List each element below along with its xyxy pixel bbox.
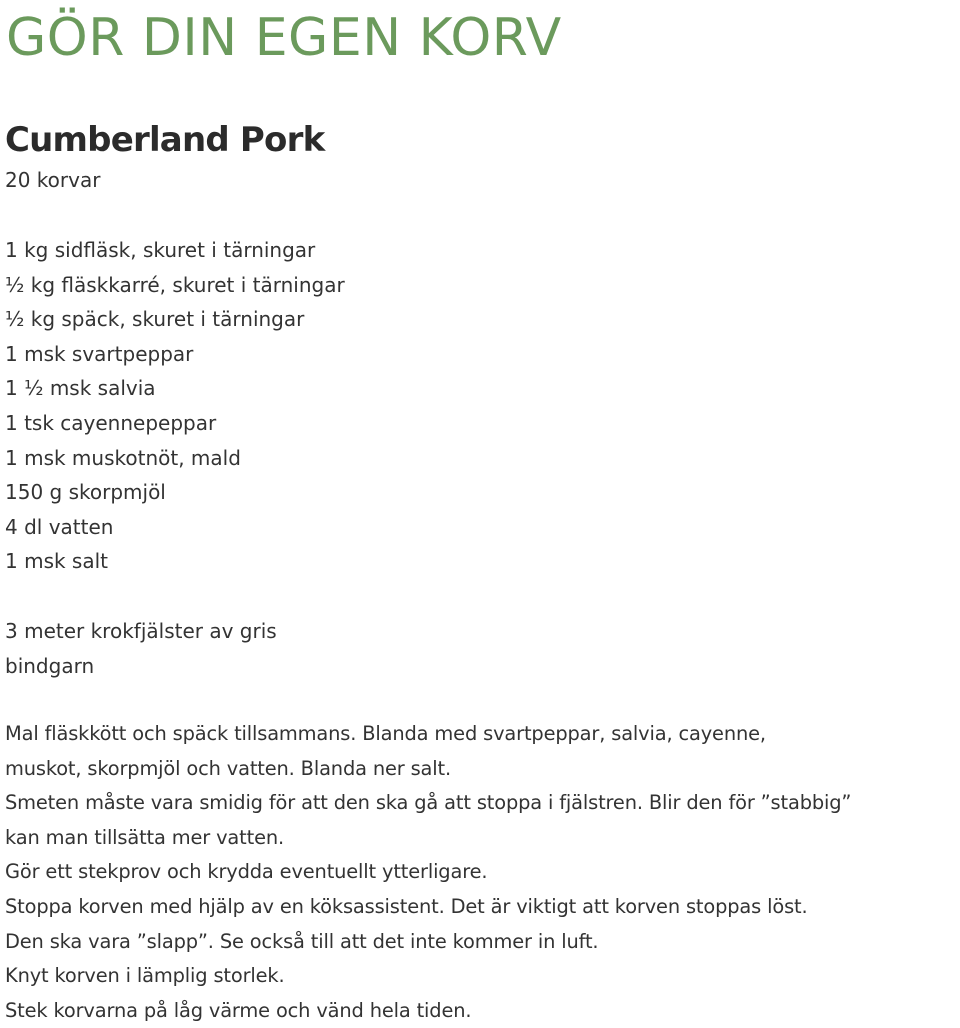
recipe-yield: 20 korvar — [5, 168, 101, 192]
ingredient-item: ½ kg späck, skuret i tärningar — [5, 307, 305, 332]
ingredient-item: 1 tsk cayennepeppar — [5, 410, 217, 435]
instruction-line: Stek korvarna på låg värme och vänd hela tiden. — [5, 998, 472, 1022]
ingredient-item: 1 msk salt — [5, 549, 108, 574]
instruction-line: Den ska vara ”slapp”. Se också till att det inte kommer in luft. — [5, 929, 599, 953]
instruction-lines — [5, 717, 851, 1028]
ingredient-item: 1 msk svartpeppar — [5, 341, 194, 366]
banner-title: GÖR DIN EGEN KORV — [6, 8, 562, 68]
ingredient-item: 150 g skorpmjöl — [5, 480, 166, 505]
equipment-item: bindgarn — [5, 653, 95, 678]
equipment-list — [5, 614, 277, 683]
equipment-item: 3 meter krokfjälster av gris — [5, 619, 277, 643]
instruction-line: kan man tillsätta mer vatten. — [5, 825, 285, 849]
instruction-line: Gör ett stekprov och krydda eventuellt ytterligare. — [5, 860, 488, 884]
ingredient-list — [5, 233, 345, 579]
ingredient-item: ½ kg fläskkarré, skuret i tärningar — [5, 272, 345, 297]
recipe-title: Cumberland Pork — [5, 120, 325, 160]
ingredient-item: 1 kg sidfläsk, skuret i tärningar — [5, 238, 316, 262]
instruction-line: Mal fläskkött och späck tillsammans. Blanda med svartpeppar, salvia, cayenne, — [5, 722, 766, 745]
instruction-line: muskot, skorpmjöl och vatten. Blanda ner salt. — [5, 756, 451, 780]
instruction-line: Knyt korven i lämplig storlek. — [5, 964, 285, 988]
ingredient-item: 1 msk muskotnöt, mald — [5, 445, 241, 470]
ingredient-item: 4 dl vatten — [5, 514, 114, 539]
instruction-line: Stoppa korven med hjälp av en köksassistent. Det är viktigt att korven stoppas löst. — [5, 894, 808, 918]
ingredient-item: 1 ½ msk salvia — [5, 376, 156, 401]
instruction-line: Smeten måste vara smidig för att den ska gå att stoppa i fjälstren. Blir den för ”stabbig” — [5, 791, 852, 815]
